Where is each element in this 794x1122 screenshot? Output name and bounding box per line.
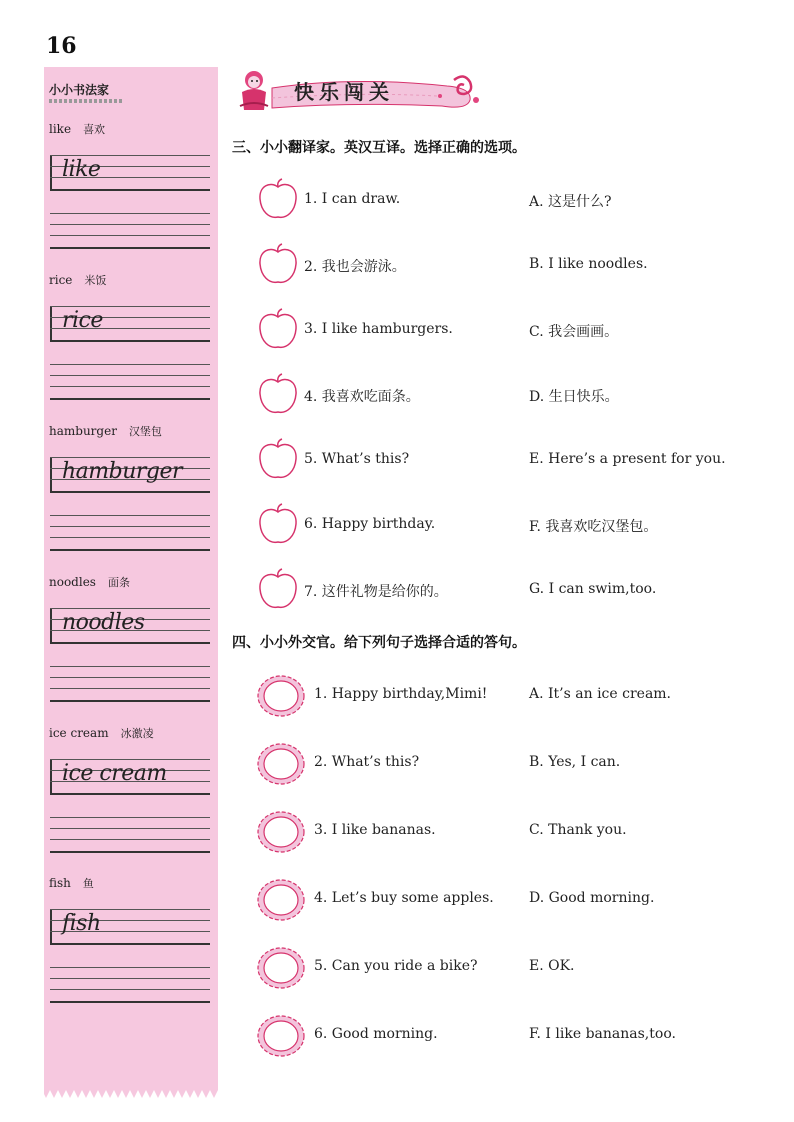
- section-4-item-2: [256, 741, 776, 785]
- word-label: [49, 423, 162, 439]
- word-label: [49, 272, 106, 288]
- word-block-like: [44, 121, 218, 261]
- word-en: like: [49, 122, 72, 136]
- question-text: 3. I like hamburgers.: [304, 321, 453, 337]
- section-4-item-5: [256, 945, 776, 989]
- question-text: 5. What’s this?: [304, 451, 410, 467]
- writing-lines[interactable]: [50, 759, 210, 855]
- section-3-item-5: [256, 438, 776, 482]
- sample-word: like: [62, 157, 101, 182]
- word-cn: 米饭: [84, 274, 107, 287]
- word-label: [49, 875, 94, 891]
- sample-word: noodles: [62, 610, 145, 635]
- section-3-item-2: [256, 243, 776, 287]
- page-number: 16: [46, 33, 77, 59]
- word-label: [49, 121, 105, 137]
- option-text: D. Good morning.: [529, 890, 655, 906]
- question-text: 6. Happy birthday.: [304, 516, 436, 532]
- apple-answer-icon[interactable]: [256, 503, 300, 547]
- option-text: E. Here’s a present for you.: [529, 451, 726, 467]
- flower-answer-icon[interactable]: [256, 877, 306, 923]
- sidebar-title: 小小书法家: [49, 83, 110, 97]
- question-text: 1. I can draw.: [304, 191, 401, 207]
- question-text: 7. 这件礼物是给你的。: [304, 584, 448, 600]
- flower-answer-icon[interactable]: [256, 945, 306, 991]
- option-text: C. Thank you.: [529, 822, 627, 838]
- word-en: rice: [49, 273, 73, 287]
- section-4-item-1: [256, 673, 776, 717]
- word-cn: 汉堡包: [128, 425, 162, 438]
- question-text: 2. What’s this?: [314, 754, 420, 770]
- word-cn: 鱼: [82, 877, 94, 890]
- word-block-ice-cream: [44, 725, 218, 865]
- word-label: [49, 725, 154, 741]
- question-text: 6. Good morning.: [314, 1026, 438, 1042]
- flower-answer-icon[interactable]: [256, 673, 306, 719]
- section-3-item-7: [256, 568, 776, 612]
- writing-lines[interactable]: [50, 457, 210, 553]
- header-title: 快乐闯关: [294, 80, 394, 104]
- sample-word: rice: [62, 308, 103, 333]
- apple-answer-icon[interactable]: [256, 308, 300, 352]
- apple-answer-icon[interactable]: [256, 438, 300, 482]
- question-text: 2. 我也会游泳。: [304, 259, 406, 275]
- option-text: G. I can swim,too.: [529, 581, 657, 597]
- word-cn: 冰激凌: [120, 727, 154, 740]
- section-3-item-4: [256, 373, 776, 417]
- writing-lines[interactable]: [50, 306, 210, 402]
- question-text: 4. Let’s buy some apples.: [314, 890, 494, 906]
- word-cn: 面条: [107, 576, 130, 589]
- question-text: 3. I like bananas.: [314, 822, 436, 838]
- option-text: A. 这是什么?: [529, 194, 612, 210]
- word-block-noodles: [44, 574, 218, 714]
- flower-answer-icon[interactable]: [256, 1013, 306, 1059]
- question-text: 1. Happy birthday,Mimi!: [314, 686, 488, 702]
- section-4-item-3: [256, 809, 776, 853]
- sample-word: fish: [62, 911, 101, 936]
- sidebar-zigzag-edge: [44, 1088, 218, 1100]
- section-4-title: 四、小小外交官。给下列句子选择合适的答句。: [232, 635, 526, 651]
- writing-lines[interactable]: [50, 909, 210, 1005]
- word-block-rice: [44, 272, 218, 412]
- writing-lines[interactable]: [50, 608, 210, 704]
- header-badge: [232, 66, 482, 116]
- question-text: 5. Can you ride a bike?: [314, 958, 478, 974]
- option-text: D. 生日快乐。: [529, 389, 619, 405]
- word-en: fish: [49, 876, 71, 890]
- section-3-item-6: [256, 503, 776, 547]
- word-en: hamburger: [49, 424, 117, 438]
- section-3-item-1: [256, 178, 776, 222]
- section-4-item-6: [256, 1013, 776, 1057]
- word-block-fish: [44, 875, 218, 1015]
- sidebar-title-underline: [49, 99, 123, 103]
- word-en: ice cream: [49, 726, 109, 740]
- calligraphy-sidebar: [44, 67, 218, 1090]
- sample-word: ice cream: [62, 761, 167, 786]
- section-3-title: 三、小小翻译家。英汉互译。选择正确的选项。: [232, 140, 526, 156]
- word-cn: 喜欢: [83, 123, 106, 136]
- option-text: F. I like bananas,too.: [529, 1026, 676, 1042]
- apple-answer-icon[interactable]: [256, 568, 300, 612]
- option-text: B. Yes, I can.: [529, 754, 621, 770]
- option-text: B. I like noodles.: [529, 256, 648, 272]
- option-text: F. 我喜欢吃汉堡包。: [529, 519, 658, 535]
- option-text: C. 我会画画。: [529, 324, 619, 340]
- question-text: 4. 我喜欢吃面条。: [304, 389, 420, 405]
- word-block-hamburger: [44, 423, 218, 563]
- flower-answer-icon[interactable]: [256, 741, 306, 787]
- word-en: noodles: [49, 575, 96, 589]
- word-label: [49, 574, 130, 590]
- apple-answer-icon[interactable]: [256, 373, 300, 417]
- apple-answer-icon[interactable]: [256, 178, 300, 222]
- option-text: A. It’s an ice cream.: [529, 686, 672, 702]
- option-text: E. OK.: [529, 958, 575, 974]
- flower-answer-icon[interactable]: [256, 809, 306, 855]
- sample-word: hamburger: [62, 459, 183, 484]
- section-4-item-4: [256, 877, 776, 921]
- apple-answer-icon[interactable]: [256, 243, 300, 287]
- writing-lines[interactable]: [50, 155, 210, 251]
- section-3-item-3: [256, 308, 776, 352]
